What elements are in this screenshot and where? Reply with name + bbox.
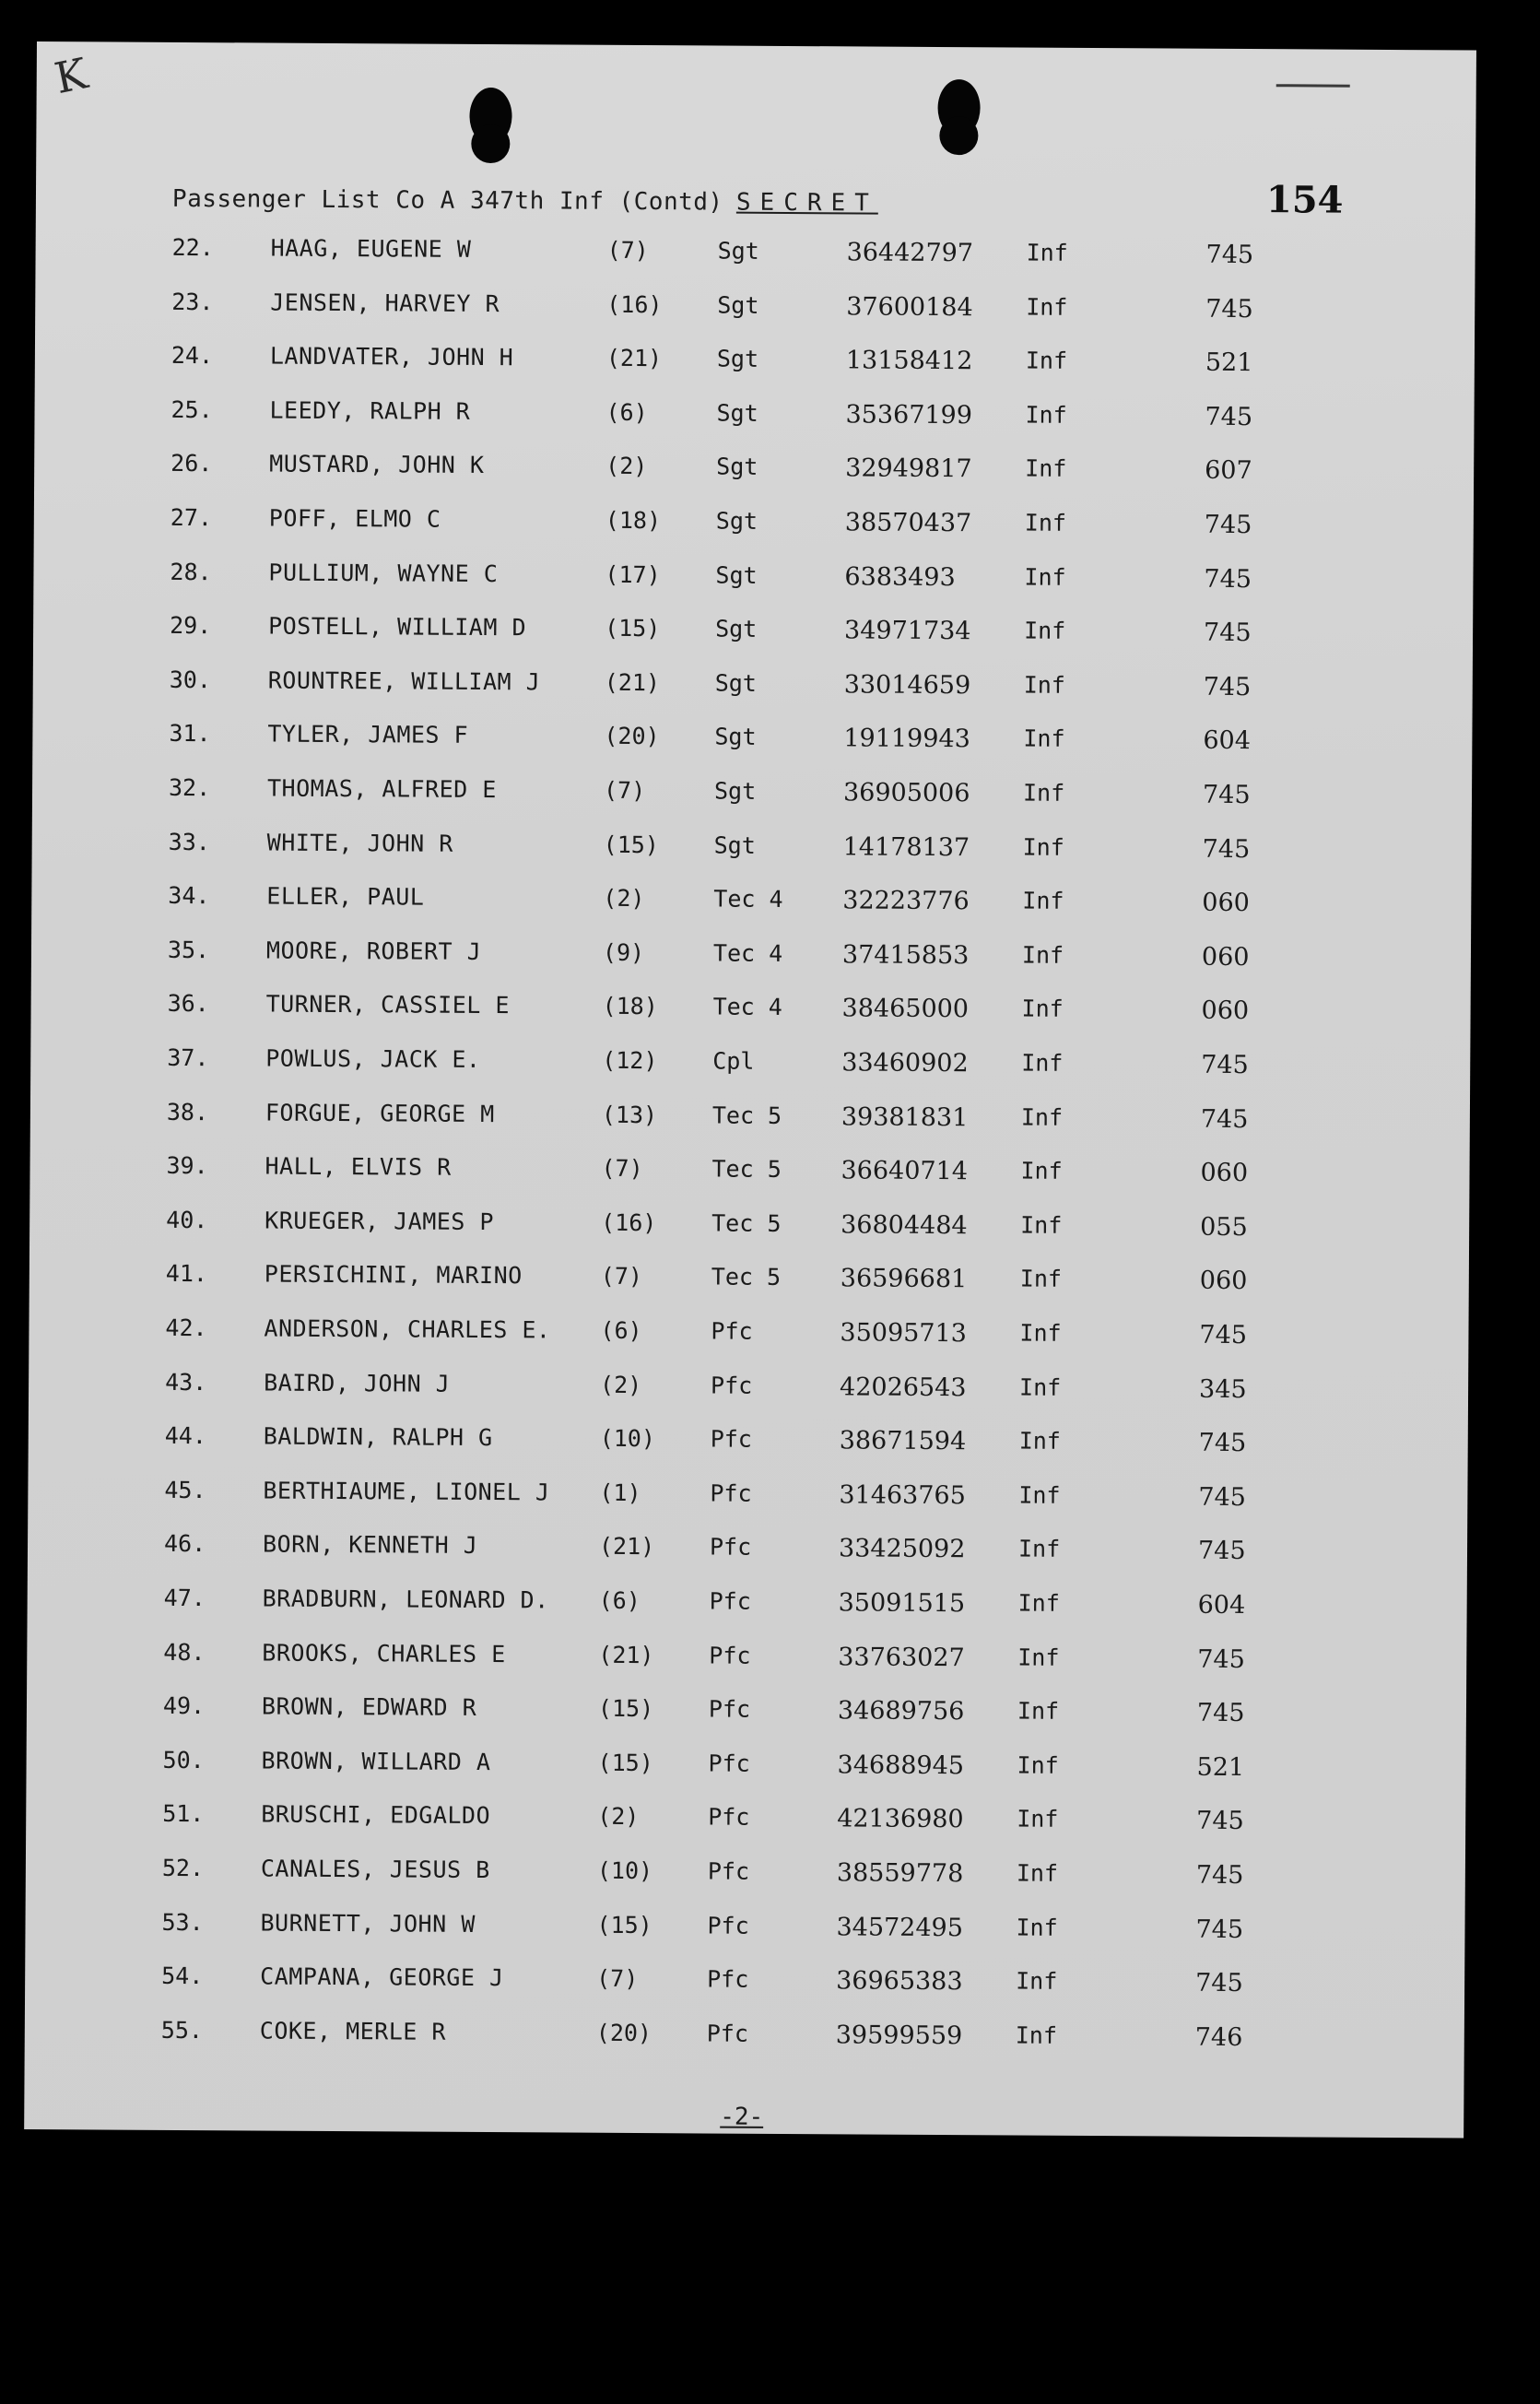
row-branch: Inf <box>1021 941 1064 969</box>
row-mos: 607 <box>1205 456 1252 486</box>
row-name: HAAG, EUGENE W <box>270 234 472 263</box>
punch-hole-right <box>937 79 980 136</box>
list-header: Passenger List Co A 347th Inf (Contd) <box>171 184 723 217</box>
row-number: 54. <box>161 1962 204 1990</box>
row-number: 32. <box>168 773 211 802</box>
row-number: 43. <box>165 1368 207 1396</box>
row-number: 26. <box>170 450 213 477</box>
row-number: 28. <box>170 558 212 585</box>
row-serial: 33763027 <box>838 1642 965 1672</box>
table-row <box>33 558 1473 604</box>
table-row <box>29 1368 1468 1414</box>
row-code: (1) <box>599 1479 641 1506</box>
row-rank: Sgt <box>713 831 756 859</box>
row-number: 48. <box>163 1638 206 1666</box>
row-number: 38. <box>166 1098 209 1125</box>
row-code: (12) <box>602 1046 658 1075</box>
row-code: (6) <box>600 1316 642 1345</box>
page-footer: -2- <box>720 2103 764 2131</box>
row-code: (9) <box>602 938 645 966</box>
row-name: CANALES, JESUS B <box>260 1855 490 1884</box>
row-serial: 35095713 <box>840 1318 967 1349</box>
row-serial: 36905006 <box>842 778 970 808</box>
row-code: (2) <box>597 1803 640 1831</box>
row-code: (7) <box>603 776 646 805</box>
row-serial: 42026543 <box>840 1372 967 1402</box>
table-row <box>32 828 1472 874</box>
row-serial: 31463765 <box>839 1480 966 1510</box>
margin-dash <box>1276 84 1350 87</box>
row-mos: 746 <box>1194 2022 1243 2052</box>
row-branch: Inf <box>1024 509 1067 536</box>
row-branch: Inf <box>1015 2021 1058 2049</box>
row-code: (15) <box>596 1911 652 1939</box>
row-number: 24. <box>170 342 214 370</box>
row-code: (10) <box>596 1856 653 1885</box>
row-serial: 37600184 <box>846 291 973 322</box>
row-number: 44. <box>164 1422 207 1450</box>
row-rank: Sgt <box>714 723 757 751</box>
row-branch: Inf <box>1022 833 1064 861</box>
row-code: (2) <box>600 1371 642 1398</box>
table-row <box>27 1638 1466 1684</box>
row-name: LANDVATER, JOHN H <box>269 342 514 371</box>
table-row <box>35 233 1475 279</box>
table-row <box>26 1854 1465 1900</box>
row-serial: 6383493 <box>844 561 956 592</box>
row-number: 25. <box>170 395 213 423</box>
row-code: (17) <box>605 560 661 588</box>
row-name: KRUEGER, JAMES P <box>265 1207 495 1235</box>
row-rank: Pfc <box>707 1912 749 1939</box>
row-number: 49. <box>162 1692 206 1720</box>
row-code: (15) <box>597 1749 653 1776</box>
row-code: (15) <box>603 831 659 858</box>
row-mos: 055 <box>1200 1212 1248 1242</box>
row-serial: 36804484 <box>841 1210 968 1240</box>
row-number: 41. <box>165 1260 208 1288</box>
row-rank: Tec 4 <box>713 885 783 913</box>
row-name: CAMPANA, GEORGE J <box>260 1962 504 1992</box>
row-branch: Inf <box>1017 1644 1060 1671</box>
row-branch: Inf <box>1024 563 1066 591</box>
row-serial: 19119943 <box>843 724 970 754</box>
table-row <box>25 1908 1464 1954</box>
table-row <box>28 1529 1467 1575</box>
row-serial: 33014659 <box>843 670 971 700</box>
row-number: 33. <box>168 828 210 855</box>
document-page <box>24 41 1476 2138</box>
row-branch: Inf <box>1018 1427 1061 1455</box>
table-row <box>32 773 1472 819</box>
row-serial: 38559778 <box>836 1858 964 1889</box>
row-mos: 745 <box>1203 672 1252 701</box>
row-serial: 34971734 <box>844 616 971 646</box>
row-rank: Sgt <box>717 237 759 265</box>
row-serial: 32949817 <box>845 454 972 484</box>
row-branch: Inf <box>1025 401 1067 429</box>
row-name: ANDERSON, CHARLES E. <box>264 1314 551 1344</box>
row-number: 27. <box>170 503 213 532</box>
row-rank: Sgt <box>715 561 758 589</box>
row-number: 39. <box>166 1152 208 1180</box>
row-rank: Sgt <box>715 615 758 642</box>
row-code: (20) <box>604 723 660 750</box>
row-branch: Inf <box>1017 1535 1061 1563</box>
row-serial: 39381831 <box>841 1102 969 1132</box>
punch-hole-left <box>469 88 511 145</box>
row-code: (15) <box>597 1694 654 1723</box>
row-mos: 521 <box>1205 348 1253 378</box>
row-code: (20) <box>595 2019 652 2046</box>
row-rank: Cpl <box>712 1047 755 1075</box>
row-serial: 33460902 <box>841 1048 969 1078</box>
table-row <box>33 611 1473 657</box>
row-rank: Sgt <box>713 777 757 805</box>
row-rank: Tec 5 <box>711 1155 782 1184</box>
table-row <box>34 503 1474 549</box>
corner-mark: K <box>50 48 92 104</box>
row-name: BROWN, WILLARD A <box>261 1747 491 1775</box>
row-rank: Sgt <box>714 669 758 697</box>
row-rank: Sgt <box>717 291 759 319</box>
table-row <box>26 1799 1465 1845</box>
table-row <box>29 1151 1469 1197</box>
table-row <box>29 1206 1469 1252</box>
row-mos: 745 <box>1198 1482 1247 1512</box>
row-mos: 745 <box>1205 294 1253 324</box>
row-serial: 34572495 <box>836 1912 964 1942</box>
row-serial: 36640714 <box>841 1156 969 1186</box>
row-name: BRADBURN, LEONARD D. <box>262 1585 549 1614</box>
row-serial: 14178137 <box>842 831 970 862</box>
row-code: (16) <box>606 290 663 318</box>
row-branch: Inf <box>1016 1967 1058 1995</box>
table-row <box>35 341 1475 387</box>
table-row <box>31 881 1471 927</box>
row-mos: 745 <box>1204 618 1252 648</box>
row-number: 31. <box>169 720 211 748</box>
table-row <box>34 449 1474 495</box>
row-number: 46. <box>163 1530 206 1558</box>
row-branch: Inf <box>1020 1103 1064 1131</box>
row-name: BURNETT, JOHN W <box>260 1909 476 1938</box>
row-name: BAIRD, JOHN J <box>264 1369 451 1397</box>
row-branch: Inf <box>1026 239 1068 266</box>
table-row <box>32 719 1472 765</box>
table-row <box>30 989 1470 1035</box>
row-mos: 745 <box>1197 1537 1246 1566</box>
row-serial: 36596681 <box>840 1264 968 1294</box>
row-branch: Inf <box>1017 1751 1059 1779</box>
row-rank: Tec 5 <box>711 1209 782 1237</box>
row-mos: 745 <box>1195 1860 1244 1891</box>
row-serial: 34688945 <box>837 1750 965 1780</box>
row-number: 42. <box>165 1314 207 1342</box>
row-number: 55. <box>160 2016 204 2044</box>
row-name: ROUNTREE, WILLIAM J <box>267 666 541 696</box>
row-rank: Pfc <box>709 1642 751 1669</box>
row-branch: Inf <box>1019 1373 1062 1401</box>
row-rank: Pfc <box>706 2020 749 2047</box>
row-rank: Tec 4 <box>712 993 782 1021</box>
row-mos: 060 <box>1199 1267 1248 1296</box>
row-mos: 060 <box>1201 942 1250 972</box>
row-branch: Inf <box>1023 671 1066 699</box>
row-number: 47. <box>163 1584 206 1612</box>
row-branch: Inf <box>1022 779 1065 807</box>
row-mos: 521 <box>1196 1752 1245 1782</box>
row-mos: 060 <box>1201 996 1250 1026</box>
row-branch: Inf <box>1023 725 1065 753</box>
row-code: (13) <box>601 1101 658 1128</box>
row-name: LEEDY, RALPH R <box>269 396 471 425</box>
row-number: 29. <box>170 612 212 640</box>
row-number: 30. <box>169 666 212 693</box>
row-mos: 745 <box>1198 1428 1247 1458</box>
row-rank: Tec 5 <box>711 1263 782 1291</box>
table-row <box>26 1746 1465 1792</box>
row-serial: 36442797 <box>846 238 974 268</box>
row-number: 35. <box>167 936 210 963</box>
row-rank: Sgt <box>715 507 758 535</box>
row-number: 23. <box>171 288 214 315</box>
row-code: (18) <box>605 506 662 535</box>
row-mos: 745 <box>1195 1915 1244 1944</box>
row-code: (21) <box>604 668 661 696</box>
row-branch: Inf <box>1016 1859 1059 1887</box>
row-branch: Inf <box>1025 347 1068 375</box>
row-branch: Inf <box>1026 293 1068 321</box>
row-rank: Tec 5 <box>711 1102 782 1129</box>
row-name: FORGUE, GEORGE M <box>265 1099 495 1127</box>
row-rank: Pfc <box>711 1372 753 1399</box>
row-rank: Sgt <box>716 453 758 481</box>
row-serial: 37415853 <box>841 940 970 970</box>
row-name: BROWN, EDWARD R <box>261 1692 477 1722</box>
table-row <box>30 1043 1470 1090</box>
row-mos: 745 <box>1202 780 1251 810</box>
row-name: POFF, ELMO C <box>268 504 441 533</box>
row-name: PERSICHINI, MARINO <box>264 1260 523 1290</box>
row-name: WHITE, JOHN R <box>266 829 453 857</box>
row-name: POWLUS, JACK E. <box>265 1044 481 1073</box>
row-mos: 745 <box>1205 240 1254 270</box>
row-branch: Inf <box>1021 995 1064 1023</box>
row-name: JENSEN, HARVEY R <box>270 289 500 317</box>
row-mos: 745 <box>1197 1644 1245 1674</box>
row-rank: Pfc <box>710 1425 752 1453</box>
row-name: HALL, ELVIS R <box>265 1152 452 1181</box>
table-row <box>30 1098 1470 1144</box>
row-mos: 745 <box>1201 1050 1249 1080</box>
row-code: (7) <box>600 1263 643 1290</box>
row-mos: 060 <box>1200 1158 1249 1188</box>
row-number: 37. <box>167 1043 209 1072</box>
row-code: (21) <box>598 1641 654 1668</box>
row-mos: 745 <box>1196 1807 1244 1836</box>
row-name: BALDWIN, RALPH G <box>263 1422 493 1452</box>
row-rank: Pfc <box>709 1587 751 1615</box>
row-name: THOMAS, ALFRED E <box>266 774 497 804</box>
row-rank: Pfc <box>709 1533 752 1561</box>
row-name: BRUSCHI, EDGALDO <box>261 1800 491 1830</box>
table-row <box>29 1421 1468 1467</box>
row-branch: Inf <box>1021 1049 1064 1077</box>
row-number: 50. <box>162 1746 205 1774</box>
row-name: BORN, KENNETH J <box>262 1530 478 1560</box>
row-code: (2) <box>605 453 648 480</box>
classification-stamp: SECRET <box>735 188 878 218</box>
row-code: (2) <box>603 884 645 913</box>
row-serial: 35091515 <box>838 1588 966 1619</box>
row-code: (6) <box>598 1586 641 1615</box>
row-name: TURNER, CASSIEL E <box>265 990 511 1019</box>
row-code: (21) <box>605 344 663 372</box>
row-mos: 745 <box>1196 1698 1245 1728</box>
row-code: (6) <box>605 398 648 426</box>
row-mos: 604 <box>1203 726 1252 756</box>
row-mos: 345 <box>1198 1374 1247 1404</box>
table-row <box>29 1314 1468 1360</box>
row-serial: 38465000 <box>841 994 970 1024</box>
row-code: (7) <box>601 1154 643 1183</box>
row-branch: Inf <box>1020 1157 1063 1185</box>
table-row <box>31 936 1471 982</box>
row-serial: 33425092 <box>838 1534 966 1564</box>
row-code: (7) <box>596 1964 639 1993</box>
row-serial: 42136980 <box>837 1804 964 1834</box>
table-row <box>34 395 1474 442</box>
row-name: POSTELL, WILLIAM D <box>268 612 527 642</box>
row-number: 51. <box>162 1800 205 1828</box>
table-row <box>33 666 1473 712</box>
table-row <box>25 2016 1464 2062</box>
row-rank: Pfc <box>707 1857 750 1885</box>
row-name: BERTHIAUME, LIONEL J <box>263 1477 550 1506</box>
row-code: (16) <box>601 1208 657 1236</box>
row-branch: Inf <box>1016 1914 1058 1941</box>
row-serial: 39599559 <box>835 2021 963 2050</box>
row-rank: Sgt <box>716 399 758 427</box>
table-row <box>35 288 1475 334</box>
row-number: 22. <box>171 233 214 262</box>
table-row <box>28 1584 1467 1630</box>
page-number: 154 <box>1265 178 1344 222</box>
row-branch: Inf <box>1017 1589 1060 1617</box>
row-name: TYLER, JAMES F <box>267 720 469 749</box>
row-branch: Inf <box>1017 1805 1059 1833</box>
row-serial: 38671594 <box>839 1426 967 1456</box>
row-branch: Inf <box>1020 1211 1063 1239</box>
row-mos: 745 <box>1199 1320 1248 1350</box>
row-serial: 13158412 <box>845 346 973 376</box>
row-number: 36. <box>167 990 209 1018</box>
row-name: MUSTARD, JOHN K <box>269 450 485 479</box>
row-mos: 745 <box>1204 510 1252 540</box>
row-rank: Sgt <box>716 345 759 372</box>
row-code: (7) <box>606 236 649 265</box>
row-serial: 32223776 <box>842 886 970 916</box>
row-name: PULLIUM, WAYNE C <box>268 559 499 587</box>
table-row <box>27 1691 1466 1738</box>
row-mos: 745 <box>1195 1968 1243 1998</box>
row-name: ELLER, PAUL <box>266 882 425 911</box>
row-branch: Inf <box>1019 1319 1062 1347</box>
row-mos: 745 <box>1205 402 1253 431</box>
row-number: 52. <box>161 1854 205 1882</box>
row-name: MOORE, ROBERT J <box>265 937 482 965</box>
row-name: COKE, MERLE R <box>259 2017 447 2045</box>
row-serial: 38570437 <box>844 508 972 538</box>
table-row <box>25 1962 1464 2008</box>
row-branch: Inf <box>1025 454 1067 483</box>
row-rank: Tec 4 <box>712 939 783 967</box>
table-row <box>29 1259 1469 1305</box>
row-code: (18) <box>602 993 658 1020</box>
row-rank: Pfc <box>710 1479 752 1507</box>
row-serial: 35367199 <box>845 400 973 430</box>
row-branch: Inf <box>1018 1481 1061 1509</box>
row-mos: 604 <box>1197 1590 1246 1620</box>
row-mos: 060 <box>1202 888 1250 918</box>
row-code: (21) <box>598 1533 655 1561</box>
row-mos: 745 <box>1200 1104 1249 1134</box>
row-branch: Inf <box>1019 1265 1063 1293</box>
row-rank: Pfc <box>707 1965 749 1993</box>
row-rank: Pfc <box>711 1317 753 1345</box>
table-row <box>28 1476 1467 1522</box>
row-mos: 745 <box>1202 834 1251 864</box>
row-serial: 34689756 <box>837 1696 965 1726</box>
row-name: BROOKS, CHARLES E <box>262 1639 506 1667</box>
row-branch: Inf <box>1017 1697 1060 1725</box>
row-code: (15) <box>605 614 661 642</box>
row-rank: Pfc <box>708 1695 751 1723</box>
row-mos: 745 <box>1204 564 1252 594</box>
row-number: 45. <box>164 1476 206 1503</box>
row-number: 34. <box>168 882 210 910</box>
row-number: 53. <box>161 1908 204 1936</box>
row-code: (10) <box>599 1424 656 1453</box>
row-branch: Inf <box>1024 617 1066 645</box>
row-rank: Pfc <box>708 1803 750 1832</box>
row-rank: Pfc <box>708 1750 750 1777</box>
row-serial: 36965383 <box>836 1966 963 1997</box>
row-branch: Inf <box>1022 887 1064 915</box>
row-number: 40. <box>166 1206 208 1233</box>
